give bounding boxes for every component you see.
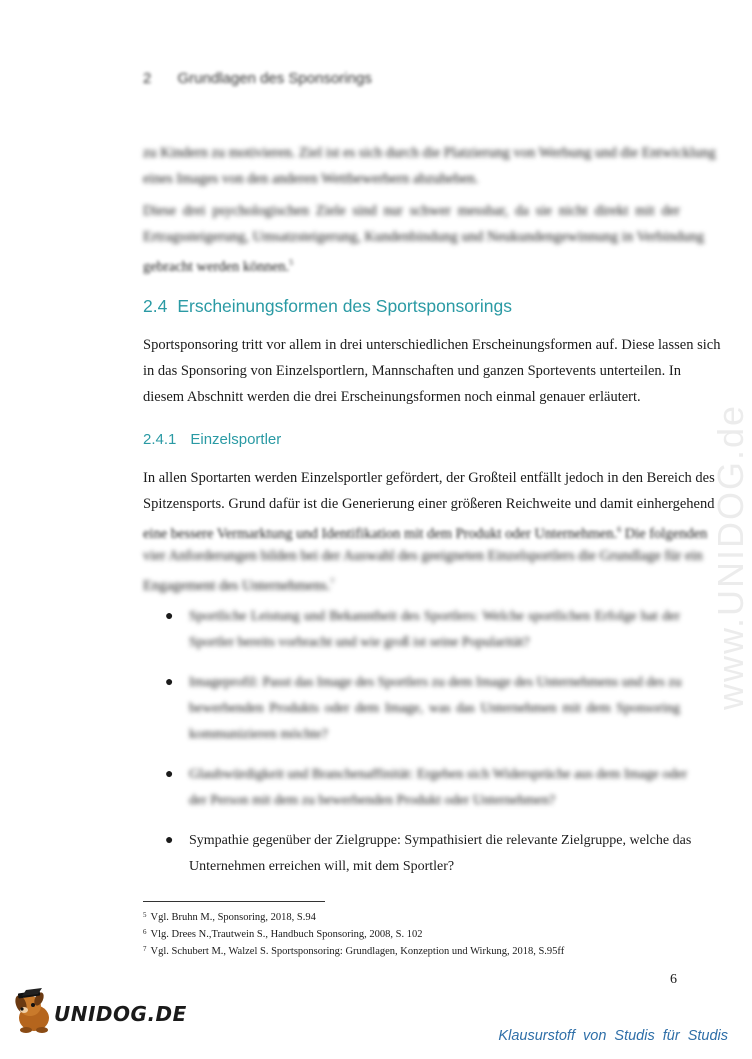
footnotes [143, 908, 564, 959]
text-line: Diese drei psychologischen Ziele sind nur schwer messbar, da sie nicht direkt mit der [143, 203, 680, 219]
list-item [165, 828, 692, 880]
text-line: zu Kindern zu motivieren. Ziel ist es sich durch die Platzierung von Werbung und die Entwicklung [143, 145, 716, 161]
footnote-number: 7 [143, 945, 147, 953]
list-item [165, 670, 680, 748]
bullet-icon: ● [165, 833, 174, 848]
text-line: bewerbenden Produkts oder dem Image, was das Unternehmen mit dem Sponsoring [189, 701, 680, 716]
running-header [143, 70, 372, 87]
requirements-list [165, 604, 692, 894]
text-line: Spitzensports. Grund dafür ist die Generierung einer größeren Reichweite und damit einhergehend [143, 496, 715, 512]
list-item-text [189, 670, 680, 748]
text-line: in das Sponsoring von Einzelsportlern, Mannschaften und ganzen Sportevents unterteilen. In [143, 363, 681, 379]
list-item [165, 604, 680, 656]
tagline: Klausurstoff von Studis für Studis [498, 1028, 728, 1044]
bullet-icon: ● [165, 767, 174, 782]
list-item [165, 762, 688, 814]
footnote-ref: 7 [330, 577, 335, 586]
footnote-text: Vlg. Drees N.,Trautwein S., Handbuch Sponsoring, 2008, S. 102 [150, 929, 423, 940]
section-paragraph [143, 332, 721, 410]
page-number: 6 [670, 972, 677, 987]
text-line: In allen Sportarten werden Einzelsportler gefördert, der Großteil entfällt jedoch in den Bereich des [143, 470, 715, 486]
footnote-text: Vgl. Schubert M., Walzel S. Sportsponsoring: Grundlagen, Konzeption und Wirkung, 2018, S.95ff [150, 946, 565, 957]
chapter-title: Grundlagen des Sponsorings [177, 70, 372, 87]
footnote-ref: 5 [289, 258, 294, 267]
text-line: vier Anforderungen bilden bei der Auswahl des geeigneten Einzelsportlers die Grundlage für ein [143, 548, 703, 564]
subsection-number: 2.4.1 [143, 431, 177, 448]
bullet-icon: ● [165, 609, 174, 624]
text-line-content: eine bessere Vermarktung und Identifikation mit dem Produkt oder Unternehmen. [143, 525, 618, 542]
logo-wordmark: UNIDOG.DE [54, 1002, 187, 1026]
dog-mascot-icon [12, 988, 58, 1036]
bullet-icon: ● [165, 675, 174, 690]
text-line [143, 517, 708, 543]
text-line-tail: Die folgenden [621, 525, 708, 542]
text-line: kommunizieren möchte? [189, 727, 328, 742]
text-line-content: gebracht werden können. [143, 258, 290, 275]
text-line: Sportler bereits vorbracht und wie groß ist seine Popularität? [189, 635, 530, 650]
text-line: Sympathie gegenüber der Zielgruppe: Sympathisiert die relevante Zielgruppe, welche das [189, 833, 692, 848]
footnote-text: Vgl. Bruhn M., Sponsoring, 2018, S.94 [150, 912, 316, 923]
subsection-paragraph [143, 465, 715, 595]
section-heading [143, 296, 512, 317]
text-line: diesem Abschnitt werden die drei Erscheinungsformen noch einmal genauer erläutert. [143, 389, 641, 405]
footnote [143, 908, 564, 925]
intro-paragraph [143, 140, 716, 276]
text-line: Unternehmen erreichen will, mit dem Sportler? [189, 859, 455, 874]
text-line: der Person mit dem zu bewerbenden Produkt oder Unternehmen? [189, 793, 556, 808]
section-title: Erscheinungsformen des Sportsponsorings [177, 296, 512, 316]
watermark: www.UNIDOG.de [710, 403, 751, 710]
footnote-number: 6 [143, 928, 147, 936]
list-item-text [189, 828, 692, 880]
text-line: Ertragssteigerung, Umsatzsteigerung, Kundenbindung und Neukundengewinnung in Verbindung [143, 229, 705, 245]
chapter-number: 2 [143, 70, 152, 87]
footnote [143, 942, 564, 959]
section-number: 2.4 [143, 296, 168, 316]
text-line: Sportliche Leistung und Bekanntheit des Sportlers: Welche sportlichen Erfolge hat der [189, 609, 680, 624]
text-line-content: Engagement des Unternehmens. [143, 577, 331, 594]
footnote-number: 5 [143, 911, 147, 919]
list-item-text [189, 604, 680, 656]
text-line [143, 250, 680, 276]
subsection-heading [143, 431, 281, 448]
text-line: eines Images von den anderen Wettbewerbern abzuheben. [143, 171, 479, 187]
footnote-ref: 6 [617, 525, 622, 534]
text-line: Imageprofil: Passt das Image des Sportlers zu dem Image des Unternehmens und des zu [189, 675, 682, 690]
subsection-title: Einzelsportler [190, 431, 282, 448]
footnote-divider [143, 901, 325, 902]
text-line [143, 569, 680, 595]
unidog-logo [10, 988, 187, 1042]
footnote [143, 925, 564, 942]
text-line: Sportsponsoring tritt vor allem in drei unterschiedlichen Erscheinungsformen auf. Diese lassen sich [143, 337, 721, 353]
text-line: Glaubwürdigkeit und Branchenaffinität: Ergeben sich Widersprüche aus dem Image oder [189, 767, 688, 782]
list-item-text [189, 762, 688, 814]
